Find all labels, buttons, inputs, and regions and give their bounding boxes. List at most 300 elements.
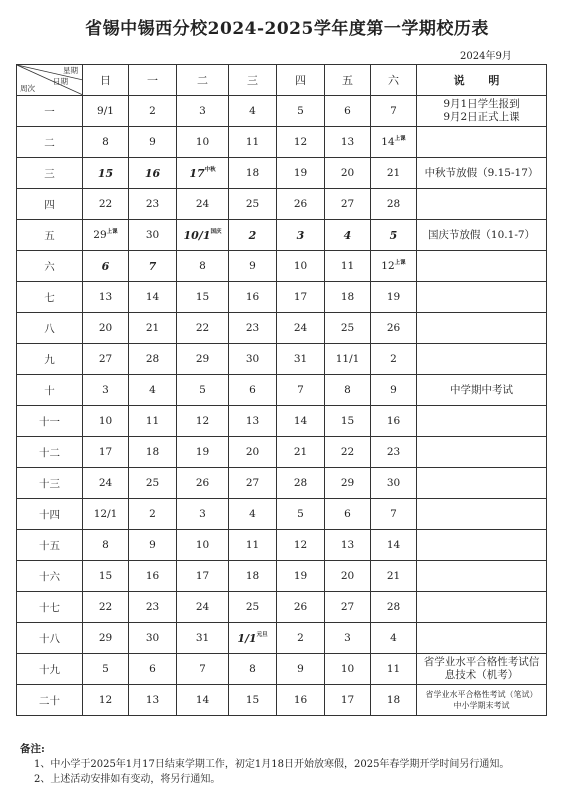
note-cell: 省学业水平合格性考试（笔试） 中小学期末考试	[417, 685, 547, 716]
issue-date: 2024年9月	[460, 51, 512, 62]
date-value: 9	[297, 663, 304, 675]
date-value: 23	[145, 601, 160, 613]
date-value: 14	[381, 136, 395, 148]
week-row	[17, 530, 547, 561]
date-value: 28	[386, 198, 401, 210]
date-cell	[371, 623, 417, 654]
date-value: 8	[102, 539, 109, 551]
week-row	[17, 623, 547, 654]
date-cell	[371, 282, 417, 313]
date-cell	[129, 282, 177, 313]
date-value: 16	[245, 291, 260, 303]
date-cell	[177, 220, 229, 251]
date-cell	[229, 344, 277, 375]
date-value: 7	[297, 384, 304, 396]
week-number-cell: 九	[17, 344, 83, 375]
date-cell	[229, 282, 277, 313]
note-cell	[417, 623, 547, 654]
date-value: 10	[293, 260, 308, 272]
date-value: 31	[293, 353, 308, 365]
date-cell	[229, 623, 277, 654]
date-cell	[277, 375, 325, 406]
date-cell	[83, 158, 129, 189]
date-value: 25	[145, 477, 160, 489]
date-value: 8	[249, 663, 256, 675]
date-value: 2	[149, 508, 156, 520]
week-row	[17, 313, 547, 344]
date-cell	[83, 685, 129, 716]
date-cell	[129, 685, 177, 716]
date-cell	[371, 654, 417, 685]
note-header: 说 明	[417, 65, 547, 96]
date-value: 11	[145, 415, 160, 427]
date-cell	[325, 592, 371, 623]
date-cell	[83, 468, 129, 499]
date-value: 15	[97, 166, 114, 180]
week-number-cell: 十三	[17, 468, 83, 499]
day-header: 五	[325, 65, 371, 96]
date-cell	[277, 623, 325, 654]
date-value: 8	[344, 384, 351, 396]
date-value: 27	[340, 198, 355, 210]
date-value: 9	[390, 384, 397, 396]
week-number-cell: 六	[17, 251, 83, 282]
date-cell	[277, 282, 325, 313]
date-cell	[371, 96, 417, 127]
date-value: 7	[148, 259, 157, 273]
date-value: 22	[340, 446, 355, 458]
date-value: 14	[293, 415, 308, 427]
date-value: 1/1	[237, 631, 257, 645]
date-cell	[129, 530, 177, 561]
week-number-cell: 二十	[17, 685, 83, 716]
note-cell	[417, 251, 547, 282]
date-cell	[371, 127, 417, 158]
date-value: 20	[245, 446, 260, 458]
date-value: 27	[245, 477, 260, 489]
date-value: 17	[293, 291, 308, 303]
date-cell	[177, 344, 229, 375]
date-cell	[325, 375, 371, 406]
date-value: 9	[149, 539, 156, 551]
date-cell	[325, 127, 371, 158]
week-row	[17, 158, 547, 189]
date-cell	[177, 499, 229, 530]
day-header: 六	[371, 65, 417, 96]
date-cell	[325, 251, 371, 282]
date-value: 5	[297, 508, 304, 520]
date-value: 21	[386, 167, 401, 179]
date-cell	[129, 96, 177, 127]
day-header: 四	[277, 65, 325, 96]
week-number-cell: 三	[17, 158, 83, 189]
date-value: 12	[195, 415, 210, 427]
date-cell	[229, 468, 277, 499]
date-cell	[177, 313, 229, 344]
date-cell	[177, 623, 229, 654]
date-value: 24	[98, 477, 113, 489]
date-cell	[177, 685, 229, 716]
footer-note: 1、中小学于2025年1月17日结束学期工作，初定1月18日开始放寒假，2025年春学期开学时间另行通知。	[34, 759, 510, 770]
date-cell	[229, 220, 277, 251]
date-cell	[129, 344, 177, 375]
date-value: 3	[199, 105, 206, 117]
date-cell	[277, 530, 325, 561]
date-value: 9	[249, 260, 256, 272]
date-cell	[325, 654, 371, 685]
date-cell	[177, 437, 229, 468]
date-cell	[177, 375, 229, 406]
date-cell	[371, 251, 417, 282]
date-cell	[229, 127, 277, 158]
date-value: 29	[340, 477, 355, 489]
date-cell	[83, 344, 129, 375]
date-value: 28	[145, 353, 160, 365]
date-value: 12	[381, 260, 395, 272]
date-cell	[229, 530, 277, 561]
date-value: 31	[195, 632, 210, 644]
date-value: 19	[293, 167, 308, 179]
date-cell	[325, 437, 371, 468]
date-value: 18	[245, 570, 260, 582]
date-value: 17	[340, 694, 355, 706]
header-row	[17, 65, 547, 96]
week-row	[17, 468, 547, 499]
date-cell	[229, 251, 277, 282]
date-cell	[325, 158, 371, 189]
week-row	[17, 592, 547, 623]
date-cell	[371, 406, 417, 437]
week-row	[17, 96, 547, 127]
note-cell: 省学业水平合格性考试信息技术（机考）	[417, 654, 547, 685]
date-annotation: 国庆	[210, 228, 222, 235]
date-value: 15	[245, 694, 260, 706]
date-value: 18	[245, 167, 260, 179]
week-number-cell: 十四	[17, 499, 83, 530]
date-value: 28	[293, 477, 308, 489]
date-cell	[277, 685, 325, 716]
date-annotation: 元旦	[256, 631, 268, 638]
date-cell	[325, 406, 371, 437]
date-value: 7	[390, 105, 397, 117]
week-row	[17, 344, 547, 375]
week-row	[17, 406, 547, 437]
date-cell	[83, 654, 129, 685]
date-value: 29	[98, 632, 113, 644]
date-value: 24	[195, 601, 210, 613]
date-cell	[129, 468, 177, 499]
date-cell	[229, 189, 277, 220]
date-value: 25	[245, 601, 260, 613]
note-cell	[417, 592, 547, 623]
date-cell	[83, 437, 129, 468]
note-cell	[417, 468, 547, 499]
date-cell	[371, 499, 417, 530]
date-value: 3	[296, 228, 305, 242]
week-number-cell: 五	[17, 220, 83, 251]
date-cell	[83, 96, 129, 127]
date-cell	[83, 623, 129, 654]
week-row	[17, 685, 547, 716]
date-value: 16	[145, 570, 160, 582]
week-number-cell: 七	[17, 282, 83, 313]
week-row	[17, 220, 547, 251]
date-annotation: 上课	[394, 136, 406, 142]
date-value: 27	[340, 601, 355, 613]
date-cell	[277, 313, 325, 344]
week-number-cell: 十	[17, 375, 83, 406]
date-cell	[371, 561, 417, 592]
date-cell	[229, 499, 277, 530]
date-cell	[83, 592, 129, 623]
date-value: 20	[340, 570, 355, 582]
date-cell	[277, 189, 325, 220]
date-value: 10/1	[183, 228, 211, 242]
date-cell	[277, 220, 325, 251]
date-value: 11	[340, 260, 355, 272]
date-value: 6	[101, 259, 110, 273]
date-cell	[83, 375, 129, 406]
date-cell	[83, 406, 129, 437]
date-cell	[277, 592, 325, 623]
week-number-cell: 十六	[17, 561, 83, 592]
date-value: 27	[98, 353, 113, 365]
date-value: 6	[249, 384, 256, 396]
date-cell	[277, 344, 325, 375]
date-value: 17	[98, 446, 113, 458]
date-value: 2	[390, 353, 397, 365]
date-value: 29	[195, 353, 210, 365]
date-value: 13	[245, 415, 260, 427]
date-value: 20	[340, 167, 355, 179]
page-title: 省锡中锡西分校2024-2025学年度第一学期校历表	[85, 19, 489, 39]
date-cell	[325, 468, 371, 499]
date-value: 21	[293, 446, 308, 458]
date-value: 18	[145, 446, 160, 458]
date-cell	[177, 592, 229, 623]
date-value: 8	[102, 136, 109, 148]
note-cell: 中学期中考试	[417, 375, 547, 406]
date-cell	[371, 592, 417, 623]
date-cell	[325, 685, 371, 716]
date-cell	[129, 127, 177, 158]
date-value: 26	[293, 601, 308, 613]
date-cell	[177, 251, 229, 282]
date-cell	[325, 499, 371, 530]
week-row	[17, 561, 547, 592]
date-value: 9	[149, 136, 156, 148]
day-header: 三	[229, 65, 277, 96]
date-value: 24	[195, 198, 210, 210]
date-cell	[325, 96, 371, 127]
date-cell	[83, 251, 129, 282]
note-cell: 9月1日学生报到 9月2日正式上课	[417, 96, 547, 127]
date-cell	[177, 468, 229, 499]
date-cell	[371, 189, 417, 220]
week-number-cell: 十五	[17, 530, 83, 561]
date-value: 23	[386, 446, 401, 458]
date-cell	[325, 220, 371, 251]
date-value: 8	[199, 260, 206, 272]
date-value: 16	[293, 694, 308, 706]
date-value: 2	[149, 105, 156, 117]
date-cell	[277, 468, 325, 499]
date-value: 4	[149, 384, 156, 396]
date-value: 10	[195, 136, 210, 148]
date-cell	[371, 530, 417, 561]
date-value: 15	[98, 570, 113, 582]
date-cell	[277, 561, 325, 592]
date-cell	[177, 127, 229, 158]
date-annotation: 上课	[106, 229, 118, 235]
date-value: 30	[386, 477, 401, 489]
date-value: 5	[389, 228, 398, 242]
date-cell	[277, 654, 325, 685]
date-cell	[371, 158, 417, 189]
date-cell	[83, 313, 129, 344]
week-row	[17, 189, 547, 220]
date-value: 21	[145, 322, 160, 334]
corner-label-date: 日期	[53, 77, 68, 86]
date-cell	[129, 189, 177, 220]
date-cell	[277, 127, 325, 158]
date-value: 4	[249, 105, 256, 117]
note-cell	[417, 406, 547, 437]
date-value: 14	[195, 694, 210, 706]
date-value: 3	[199, 508, 206, 520]
date-cell	[325, 561, 371, 592]
calendar-body	[17, 96, 547, 716]
date-cell	[325, 189, 371, 220]
date-cell	[325, 282, 371, 313]
week-number-cell: 十八	[17, 623, 83, 654]
corner-label-week: 周次	[20, 84, 35, 93]
date-value: 7	[390, 508, 397, 520]
date-value: 15	[195, 291, 210, 303]
note-cell	[417, 313, 547, 344]
date-value: 3	[102, 384, 109, 396]
date-cell	[371, 685, 417, 716]
date-cell	[83, 282, 129, 313]
note-cell	[417, 282, 547, 313]
date-cell	[129, 654, 177, 685]
date-value: 14	[386, 539, 401, 551]
date-cell	[229, 685, 277, 716]
date-value: 17	[195, 570, 210, 582]
date-value: 12	[98, 694, 113, 706]
week-number-cell: 二	[17, 127, 83, 158]
note-cell	[417, 189, 547, 220]
note-cell: 国庆节放假（10.1-7）	[417, 220, 547, 251]
note-cell	[417, 437, 547, 468]
date-value: 6	[344, 105, 351, 117]
date-cell	[229, 592, 277, 623]
date-value: 6	[149, 663, 156, 675]
week-number-cell: 十九	[17, 654, 83, 685]
date-value: 23	[145, 198, 160, 210]
week-row	[17, 375, 547, 406]
date-cell	[129, 623, 177, 654]
date-cell	[325, 530, 371, 561]
date-cell	[177, 654, 229, 685]
date-value: 5	[297, 105, 304, 117]
date-value: 15	[340, 415, 355, 427]
week-number-cell: 八	[17, 313, 83, 344]
date-cell	[371, 313, 417, 344]
date-cell	[129, 561, 177, 592]
date-cell	[229, 437, 277, 468]
date-value: 9/1	[97, 105, 114, 117]
date-cell	[277, 499, 325, 530]
date-value: 26	[386, 322, 401, 334]
date-value: 29	[93, 229, 107, 241]
date-cell	[371, 375, 417, 406]
school-calendar-table	[16, 64, 547, 716]
date-value: 2	[297, 632, 304, 644]
date-value: 3	[344, 632, 351, 644]
date-cell	[129, 406, 177, 437]
date-value: 26	[293, 198, 308, 210]
date-value: 4	[343, 228, 352, 242]
date-annotation: 中秋	[204, 166, 216, 173]
date-cell	[229, 158, 277, 189]
day-header: 二	[177, 65, 229, 96]
footer-note: 2、上述活动安排如有变动，将另行通知。	[34, 774, 221, 785]
date-value: 10	[98, 415, 113, 427]
date-value: 18	[340, 291, 355, 303]
date-value: 30	[145, 229, 160, 241]
week-number-cell: 十一	[17, 406, 83, 437]
date-value: 11	[245, 136, 260, 148]
date-value: 20	[98, 322, 113, 334]
date-cell	[371, 220, 417, 251]
date-cell	[325, 313, 371, 344]
date-value: 12	[293, 539, 308, 551]
date-cell	[229, 96, 277, 127]
date-cell	[177, 530, 229, 561]
date-cell	[129, 251, 177, 282]
week-row	[17, 437, 547, 468]
date-value: 14	[145, 291, 160, 303]
day-header: 日	[83, 65, 129, 96]
date-value: 22	[98, 601, 113, 613]
date-cell	[177, 158, 229, 189]
week-row	[17, 499, 547, 530]
date-value: 10	[340, 663, 355, 675]
date-value: 30	[145, 632, 160, 644]
date-value: 28	[386, 601, 401, 613]
date-cell	[83, 189, 129, 220]
date-cell	[277, 251, 325, 282]
date-cell	[177, 189, 229, 220]
date-cell	[229, 375, 277, 406]
date-cell	[129, 313, 177, 344]
date-value: 10	[195, 539, 210, 551]
week-number-cell: 一	[17, 96, 83, 127]
date-annotation: 上课	[394, 260, 406, 266]
date-cell	[83, 530, 129, 561]
date-value: 26	[195, 477, 210, 489]
note-cell	[417, 127, 547, 158]
date-value: 11	[245, 539, 260, 551]
date-value: 6	[344, 508, 351, 520]
date-value: 18	[386, 694, 401, 706]
date-cell	[83, 127, 129, 158]
footer-label: 备注:	[20, 743, 45, 755]
week-number-cell: 四	[17, 189, 83, 220]
date-cell	[325, 623, 371, 654]
date-value: 13	[145, 694, 160, 706]
